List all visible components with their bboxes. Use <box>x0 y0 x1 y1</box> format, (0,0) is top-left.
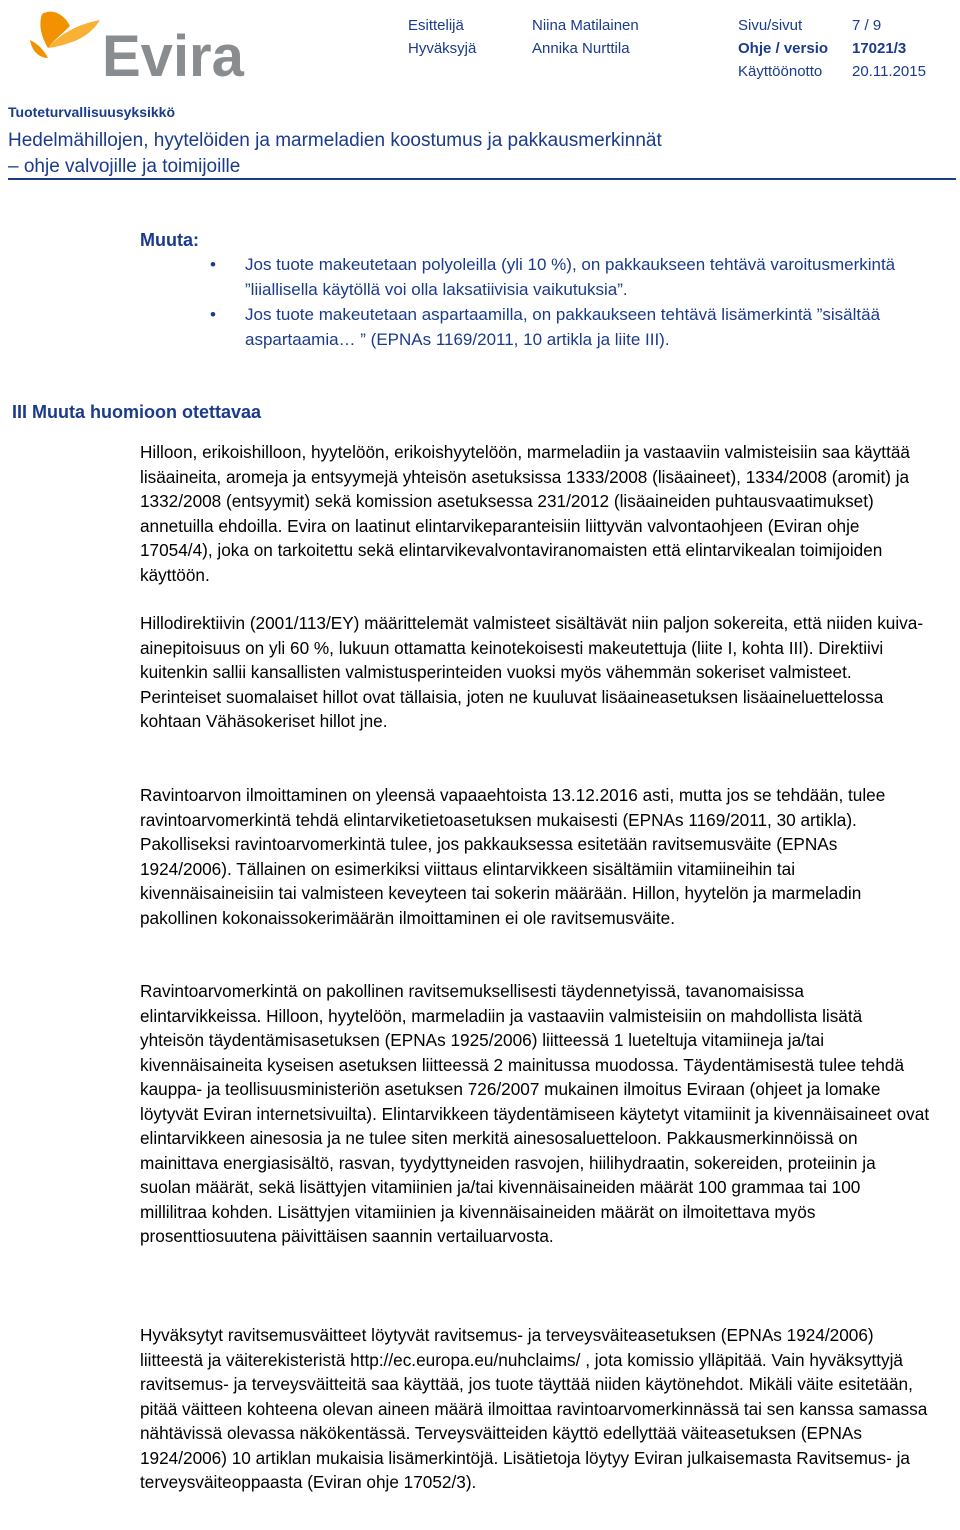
document-title-line2: – ohje valvojille ja toimijoille <box>8 156 241 177</box>
bullet-text: Jos tuote makeutetaan aspartaamilla, on pakkaukseen tehtävä lisämerkintä ”sisältää aspartaamia… ” (EPNAs 1169/2011, 10 artikla ja liite III). <box>245 305 881 349</box>
value-ohje: 17021/3 <box>852 40 907 57</box>
bullet-item <box>210 252 910 302</box>
label-kayttoonotto: Käyttöönotto <box>738 63 823 80</box>
paragraph: Hillodirektiivin (2001/113/EY) määrittelemät valmisteet sisältävät niin paljon sokereita, että niiden kuiva-ainepitoisuus on yli 60 %, lukuun ottamatta keinotekoisesti makeutettuja (liite I, kohta III). Direktiivi kuitenkin sallii kansallisten valmistusperinteiden vuoksi myös vähemmän sokeriset valmisteet. Perinteiset suomalaiset hillot ovat tällaisia, joten ne kuuluvat lisäaineasetuksen lisäaineluettelossa kohtaan Vähäsokeriset hillot jne. <box>140 613 924 731</box>
unit-name: Tuoteturvallisuusyksikkö <box>8 104 176 120</box>
meta-labels-left <box>408 14 476 60</box>
value-hyvaksyja: Annika Nurttila <box>532 40 630 57</box>
meta-values-right <box>852 14 926 83</box>
paragraph: Ravintoarvomerkintä on pakollinen ravitsemuksellisesti täydennetyissä, tavanomaisissa elintarvikkeissa. Hilloon, hyytelöön, marmeladiin ja vastaaviin valmisteisiin on mahdollista lisätä yhteisön täydentämisasetuksen (EPNAs 1925/2006) liitteessä 1 lueteltuja vitamiineja ja/tai kivennäisaineita kyseisen asetuksen liitteessä 2 mainitussa muodossa. Täydentämisestä tulee tehdä kauppa- ja teollisuusministeriön asetuksen 726/2007 mukainen ilmoitus Eviraan (ohjeet ja lomake löytyvät Eviran internetsivuilta). Elintarvikkeen täydentämiseen käytetyt vitamiinit ja kivennäisaineet ovat elintarvikkeen ainesosia ja ne tulee siten merkitä ainesosaluetteloon. Pakkausmerkinnöissä on mainittava energiasisältö, rasvan, tyydyttyneiden rasvojen, hiilihydraatin, sokereiden, proteiinin ja suolan määrät, sekä lisättyjen vitamiinien ja/tai kivennäisaineiden määrät 100 grammaa tai 100 millilitraa kohden. Lisättyjen vitamiinien ja kivennäisaineiden määrät on ilmoitettava myös prosenttiosuutena päivittäisen saannin vertailuarvosta. <box>140 981 930 1246</box>
value-esittelija: Niina Matilainen <box>532 17 639 34</box>
section-heading: III Muuta huomioon otettavaa <box>12 402 262 422</box>
meta-values-left <box>532 14 639 60</box>
evira-logo <box>20 4 280 84</box>
bullet-text: Jos tuote makeutetaan polyoleilla (yli 10 %), on pakkaukseen tehtävä varoitusmerkintä ”liiallisella käytöllä voi olla laksatiivisia vaikutuksia”. <box>245 255 896 299</box>
label-hyvaksyja: Hyväksyjä <box>408 40 477 57</box>
value-kayttoonotto: 20.11.2015 <box>852 63 926 80</box>
document-title <box>8 128 662 180</box>
paragraph: Hyväksytyt ravitsemusväitteet löytyvät ravitsemus- ja terveysväiteasetuksen (EPNAs 1924/2006) liitteestä ja väiterekisteristä http://ec.europa.eu/nuhclaims/ , jota komissio ylläpitää. Vain hyväksyttyjä ravitsemus- ja terveysväitteitä saa käyttää, jos tuote täyttää niiden käytönehdot. Mikäli väite esitetään, pitää väitteen kohteena olevan aineen määrä ilmoittaa ravintoarvomerkinnässä tai sen kanssa samassa nähtävissä olevassa näkökentässä. Terveysväitteiden käyttö edellyttää väiteasetuksen (EPNAs 1924/2006) 10 artiklan mukaisia lisämerkintöjä. Lisätietoja löytyy Eviran julkaisemasta Ravitsemus- ja terveysväiteoppaasta (Eviran ohje 17052/3). <box>140 1325 928 1492</box>
muuta-label: Muuta: <box>140 230 199 250</box>
logo-leaves-icon <box>30 12 100 58</box>
logo-text: Evira <box>102 24 244 84</box>
paragraph: Hilloon, erikoishilloon, hyytelöön, erikoishyytelöön, marmeladiin ja vastaaviin valmisteisiin saa käyttää lisäaineita, aromeja ja entsyymejä yhteisön asetuksissa 1333/2008 (lisäaineet), 1334/2008 (aromit) ja 1332/2008 (entsyymit) sekä komission asetuksessa 231/2012 (lisäaineiden puhtausvaatimukset) annetuilla ehdoilla. Evira on laatinut elintarvikeparanteisiin liittyvän valvontaohjeen (Eviran ohje 17054/4), joka on tarkoitettu sekä elintarvikevalvontaviranomaisten että elintarvikealan toimijoiden käyttöön. <box>140 442 910 585</box>
bullet-dot-icon: • <box>210 255 216 274</box>
bullet-item <box>210 302 910 352</box>
label-sivu: Sivu/sivut <box>738 17 803 34</box>
paragraph: Ravintoarvon ilmoittaminen on yleensä vapaaehtoista 13.12.2016 asti, mutta jos se tehdään, tulee ravintoarvomerkintä tehdä elintarviketietoasetuksen mukaisesti (EPNAs 1169/2011, 30 artikla). Pakolliseksi ravintoarvomerkintä tulee, jos pakkauksessa esitetään ravitsemusväite (EPNAs 1924/2006). Tällainen on esimerkiksi viittaus elintarvikkeen sisältämiin vitamiineihin tai kivennäisaineisiin tai valmisteen keveyteen tai sokerin määrään. Hillon, hyytelön ja marmeladin pakollinen kokonaissokerimäärän ilmoittaminen ei ole ravitsemusväite. <box>140 785 886 928</box>
meta-labels-right <box>738 14 828 83</box>
header-divider <box>8 178 956 180</box>
bullet-dot-icon: • <box>210 305 216 324</box>
label-esittelija: Esittelijä <box>408 17 464 34</box>
muuta-bullet-list <box>210 252 910 352</box>
document-title-line1: Hedelmähillojen, hyytelöiden ja marmeladien koostumus ja pakkausmerkinnät <box>8 130 662 151</box>
label-ohje: Ohje / versio <box>738 40 829 57</box>
value-sivu: 7 / 9 <box>852 17 882 34</box>
